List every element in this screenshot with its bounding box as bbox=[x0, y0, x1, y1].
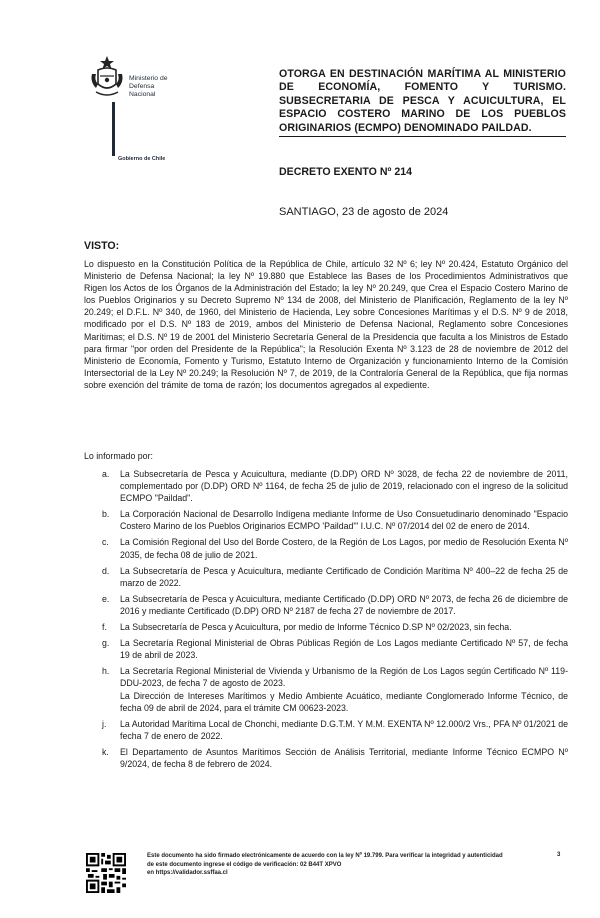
decree-number: DECRETO EXENTO Nº 214 bbox=[279, 166, 412, 178]
item-text: La Corporación Nacional de Desarrollo Indígena mediante Informe de Uso Consuetudinario denominado "Espacio Costero Marino de los Pueblos Originarios ECMPO 'Paildad'" I.U.C. Nº 07/2014 del 02 de enero de 2014. bbox=[120, 509, 568, 532]
item-letter: h. bbox=[102, 666, 110, 677]
document-title: OTORGA EN DESTINACIÓN MARÍTIMA AL MINISTERIO DE ECONOMÍA, FOMENTO Y TURISMO. SUBSECRETARIA DE PESCA Y ACUICULTURA, EL ESPACIO COSTERO MARINO DE LOS PUEBLOS ORIGINARIOS (ECMPO) DENOMINADO PAILDAD. bbox=[279, 68, 566, 134]
ministry-line: Nacional bbox=[129, 90, 156, 98]
visto-heading: VISTO: bbox=[84, 240, 120, 252]
list-item bbox=[102, 665, 568, 713]
item-letter: d. bbox=[102, 565, 110, 576]
item-text: El Departamento de Asuntos Marítimos Sección de Análisis Territorial, mediante Informe Técnico ECMPO Nº 9/2024, de fecha 8 de febrero de 2024. bbox=[120, 746, 568, 769]
item-text: La Subsecretaría de Pesca y Acuicultura, mediante Certificado de Condición Marítima Nº 400–22 de fecha 25 de marzo de 2022. bbox=[120, 565, 568, 588]
ministry-name bbox=[129, 75, 168, 98]
list-item bbox=[102, 565, 568, 589]
item-extra-text: La Dirección de Intereses Marítimos y Medio Ambiente Acuático, mediante Conglomerado Informe Técnico, de fecha 09 de abril de 2024, para el trámite CM 00623-2023. bbox=[120, 690, 568, 713]
list-item bbox=[102, 718, 568, 742]
list-item bbox=[102, 468, 568, 504]
item-text: La Secretaría Regional Ministerial de Vivienda y Urbanismo de la Región de Los Lagos según Certificado Nº 119-DDU-2023, de fecha 7 de agosto de 2023. bbox=[120, 666, 568, 689]
verification-line: de este documento ingrese el código de verificación: 02 B44T XPVO bbox=[147, 861, 342, 868]
list-item bbox=[102, 593, 568, 617]
logo-bar bbox=[112, 102, 115, 156]
qr-code-icon bbox=[86, 853, 126, 893]
item-text: La Subsecretaría de Pesca y Acuicultura, mediante (D.DP) ORD Nº 3028, de fecha 22 de noviembre de 2011, complementado por (D.DP) ORD Nº 1164, de fecha 25 de julio de 2019, relacionado con el ingreso de la solicitud ECMPO "Paildad". bbox=[120, 469, 568, 504]
verification-url: en https://validador.ssffaa.cl bbox=[147, 870, 228, 877]
item-letter: c. bbox=[102, 537, 109, 548]
list-item bbox=[102, 621, 568, 633]
item-letter: g. bbox=[102, 638, 110, 649]
item-letter: b. bbox=[102, 509, 110, 520]
item-letter: k. bbox=[102, 746, 109, 757]
document-date: SANTIAGO, 23 de agosto de 2024 bbox=[279, 206, 449, 218]
item-text: La Autoridad Marítima Local de Chonchi, mediante D.G.T.M. Y M.M. EXENTA Nº 12.000/2 Vrs., PFA Nº 01/2021 de fecha 7 de enero de 2022. bbox=[120, 718, 568, 741]
informs-heading: Lo informado por: bbox=[84, 451, 153, 461]
item-text: La Secretaría Regional Ministerial de Obras Públicas Región de Los Lagos mediante Certificado Nº 57, de fecha 19 de abril de 2023. bbox=[120, 638, 568, 661]
signature-notice bbox=[147, 852, 547, 878]
list-item bbox=[102, 637, 568, 661]
chile-coat-of-arms-icon bbox=[88, 52, 126, 100]
ministry-line: Defensa bbox=[129, 82, 155, 90]
item-text: La Subsecretaría de Pesca y Acuicultura, mediante Certificado (D.DP) ORD Nº 2073, de fecha 26 de diciembre de 2016 y mediante Certificado (D.DP) ORD Nº 2187 de fecha 27 de noviembre de 2017. bbox=[120, 593, 568, 616]
list-item bbox=[102, 508, 568, 532]
item-text: La Subsecretaría de Pesca y Acuicultura, por medio de Informe Técnico D.SP Nº 02/2023, sin fecha. bbox=[120, 622, 512, 633]
informs-list bbox=[102, 468, 568, 774]
list-item bbox=[102, 536, 568, 560]
item-letter: j. bbox=[102, 718, 107, 729]
government-label: Gobierno de Chile bbox=[118, 156, 166, 162]
ministry-line: Ministerio de bbox=[129, 75, 168, 82]
item-text: La Comisión Regional del Uso del Borde Costero, de la Región de Los Lagos, por medio de Resolución Exenta Nº 2035, de fecha 08 de julio de 2021. bbox=[120, 537, 568, 560]
signature-line: Este documento ha sido firmado electrónicamente de acuerdo con la ley Nº 19.799. Para verificar la integridad y autenticidad bbox=[147, 853, 503, 859]
item-letter: f. bbox=[102, 622, 107, 633]
page-number: 3 bbox=[557, 852, 561, 858]
list-item bbox=[102, 746, 568, 770]
ministry-logo bbox=[88, 52, 188, 167]
visto-paragraph: Lo dispuesto en la Constitución Política de la República de Chile, artículo 32 Nº 6; ley Nº 20.424, Estatuto Orgánico del Ministerio de Defensa Nacional; la ley Nº 19.880 que Establece las Bases de los Procedimientos Administrativos que Rigen los Actos de los Órganos de la Administración del Estado; la ley Nº 20.249, que Crea el Espacio Costero Marino de los Pueblos Originarios y su Decreto Supremo Nº 134 de 2008, del Ministerio de Planificación, Reglamento de la ley Nº 20.249; el D.F.L. Nº 340, de 1960, del Ministerio de Hacienda, Ley sobre Concesiones Marítimas y el D.S. Nº 9 de 2018, modificado por el D.S. Nº 183 de 2019, ambos del Ministerio de Defensa Nacional, Reglamento sobre Concesiones Marítimas; el D.S. Nº 19 de 2001 del Ministerio Secretaría General de la Presidencia que faculta a los Ministros de Estado para firmar "por orden del Presidente de la República"; la Resolución Exenta Nº 3.123 de 28 de noviembre de 2012 del Ministerio de Economía, Fomento y Turismo, Estatuto Interno de Organización y funcionamiento Interno de la Comisión Intersectorial de la Ley Nº 20.249; la Resolución Nº 7, de 2019, de la Contraloría General de la República, que fija normas sobre exención del trámite de toma de razón; los documentos agregados al expediente. bbox=[84, 259, 568, 390]
item-letter: a. bbox=[102, 469, 110, 479]
item-letter: e. bbox=[102, 593, 110, 604]
